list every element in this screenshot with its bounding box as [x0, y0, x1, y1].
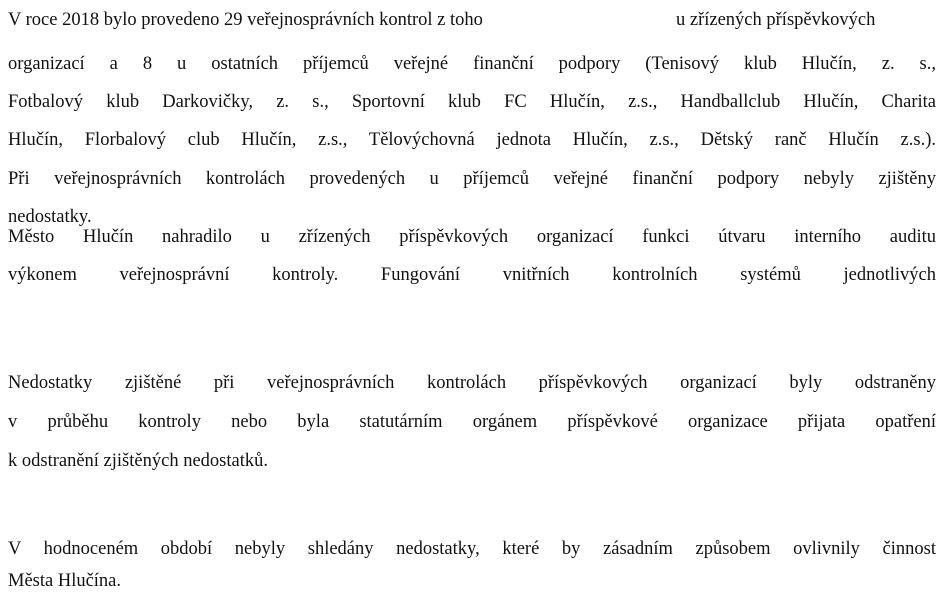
text-line: Města Hlučína. [8, 571, 122, 591]
text-line: V hodnoceném období nebyly shledány nedostatky, které by zásadním způsobem ovlivnily činnost [8, 539, 936, 559]
text-line [8, 9, 936, 31]
text-line: k odstranění zjištěných nedostatků. [8, 451, 268, 471]
text-line: v průběhu kontroly nebo byla statutárním orgánem příspěvkové organizace přijata opatření [8, 412, 936, 432]
text-line: Nedostatky zjištěné při veřejnosprávních kontrolách příspěvkových organizací byly odstraněny [8, 373, 936, 393]
text-line-part: u zřízených příspěvkových [676, 10, 876, 30]
text-line: Město Hlučín nahradilo u zřízených příspěvkových organizací funkci útvaru interního auditu [8, 227, 936, 247]
text-line: organizací a 8 u ostatních příjemců veřejné finanční podpory (Tenisový klub Hlučín, z. s., [8, 54, 936, 74]
text-line: nedostatky. [8, 207, 92, 227]
text-line: Hlučín, Florbalový club Hlučín, z.s., Tělovýchovná jednota Hlučín, z.s., Dětský ranč Hlučín z.s.). [8, 130, 936, 150]
text-line: výkonem veřejnosprávní kontroly. Fungování vnitřních kontrolních systémů jednotlivých [8, 265, 936, 285]
text-line-part: V roce 2018 bylo provedeno 29 veřejnosprávních kontrol z toho [8, 10, 483, 30]
text-line: Fotbalový klub Darkovičky, z. s., Sportovní klub FC Hlučín, z.s., Handballclub Hlučín, Charita [8, 92, 936, 112]
text-line: Při veřejnosprávních kontrolách provedených u příjemců veřejné finanční podpory nebyly zjištěny [8, 169, 936, 189]
